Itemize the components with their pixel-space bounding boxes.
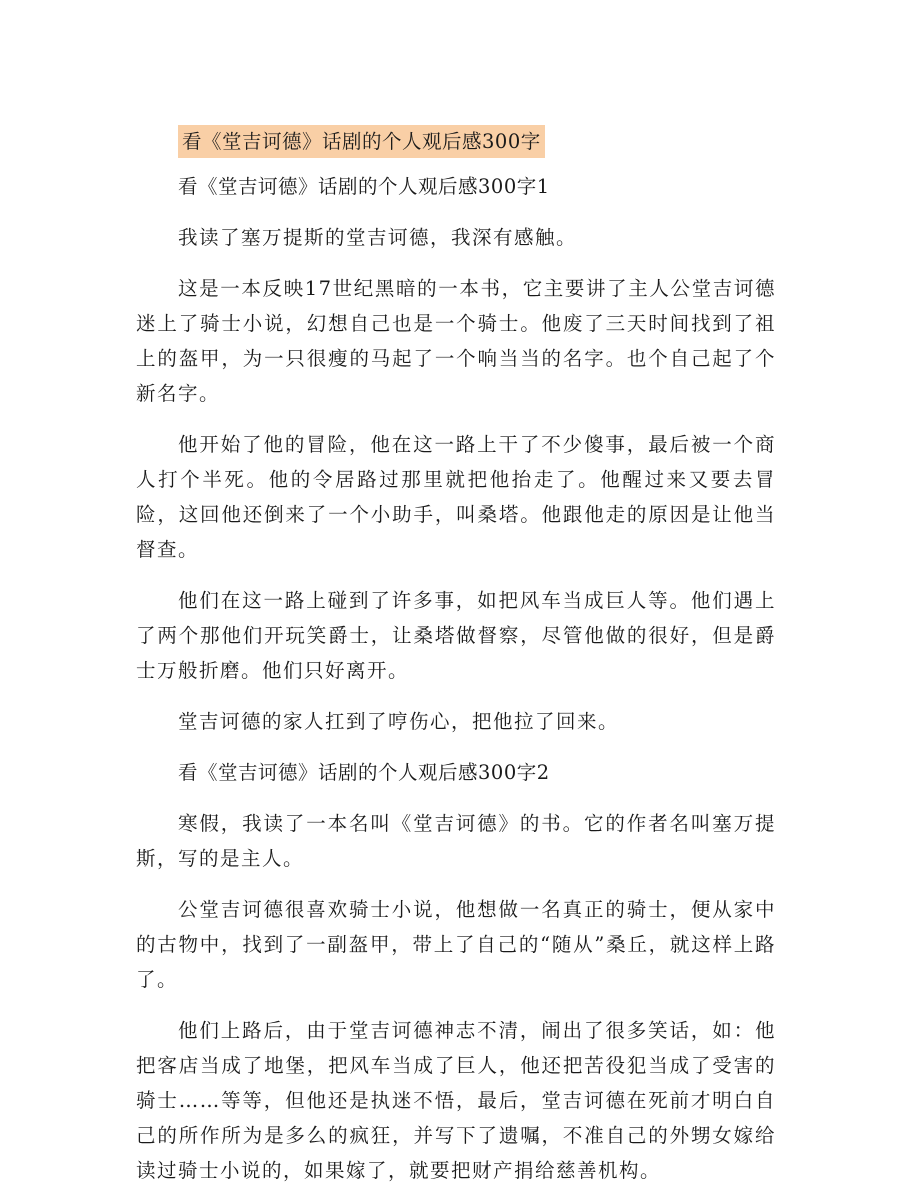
section-heading-1: 看《堂吉诃德》话剧的个人观后感300字1 (178, 175, 550, 198)
title-row (136, 124, 776, 159)
paragraph: 寒假，我读了一本名叫《堂吉诃德》的书。它的作者名叫塞万提斯，写的是主人。 (136, 812, 776, 870)
paragraph: 公堂吉诃德很喜欢骑士小说，他想做一名真正的骑士，便从家中的古物中，找到了一副盔甲，带上了自己的“随从”桑丘，就这样上路了。 (136, 898, 776, 991)
paragraph: 他们上路后，由于堂吉诃德神志不清，闹出了很多笑话，如：他把客店当成了地堡，把风车当成了巨人，他还把苦役犯当成了受害的骑士……等等，但他还是执迷不悟，最后，堂吉诃德在死前才明白自己的所作所为是多么的疯狂，并写下了遗嘱，不准自己的外甥女嫁给读过骑士小说的，如果嫁了，就要把财产捐给慈善机构。 (136, 1019, 776, 1182)
paragraph: 他们在这一路上碰到了许多事，如把风车当成巨人等。他们遇上了两个那他们开玩笑爵士，让桑塔做督察，尽管他做的很好，但是爵士万般折磨。他们只好离开。 (136, 589, 776, 682)
paragraph: 他开始了他的冒险，他在这一路上干了不少傻事，最后被一个商人打个半死。他的令居路过那里就把他抬走了。他醒过来又要去冒险，这回他还倒来了一个小助手，叫桑塔。他跟他走的原因是让他当督查。 (136, 433, 776, 561)
paragraph: 我读了塞万提斯的堂吉诃德，我深有感触。 (178, 226, 578, 249)
document-body (136, 124, 776, 1204)
paragraph: 堂吉诃德的家人扛到了哼伤心，把他拉了回来。 (178, 710, 620, 733)
paragraph: 这是一本反映17世纪黑暗的一本书，它主要讲了主人公堂吉诃德迷上了骑士小说，幻想自己也是一个骑士。他废了三天时间找到了祖上的盔甲，为一只很瘦的马起了一个响当当的名字。也个自己起了个新名字。 (136, 277, 776, 405)
document-title: 看《堂吉诃德》话剧的个人观后感300字 (178, 125, 545, 158)
section-heading-2: 看《堂吉诃德》话剧的个人观后感300字2 (178, 761, 550, 784)
